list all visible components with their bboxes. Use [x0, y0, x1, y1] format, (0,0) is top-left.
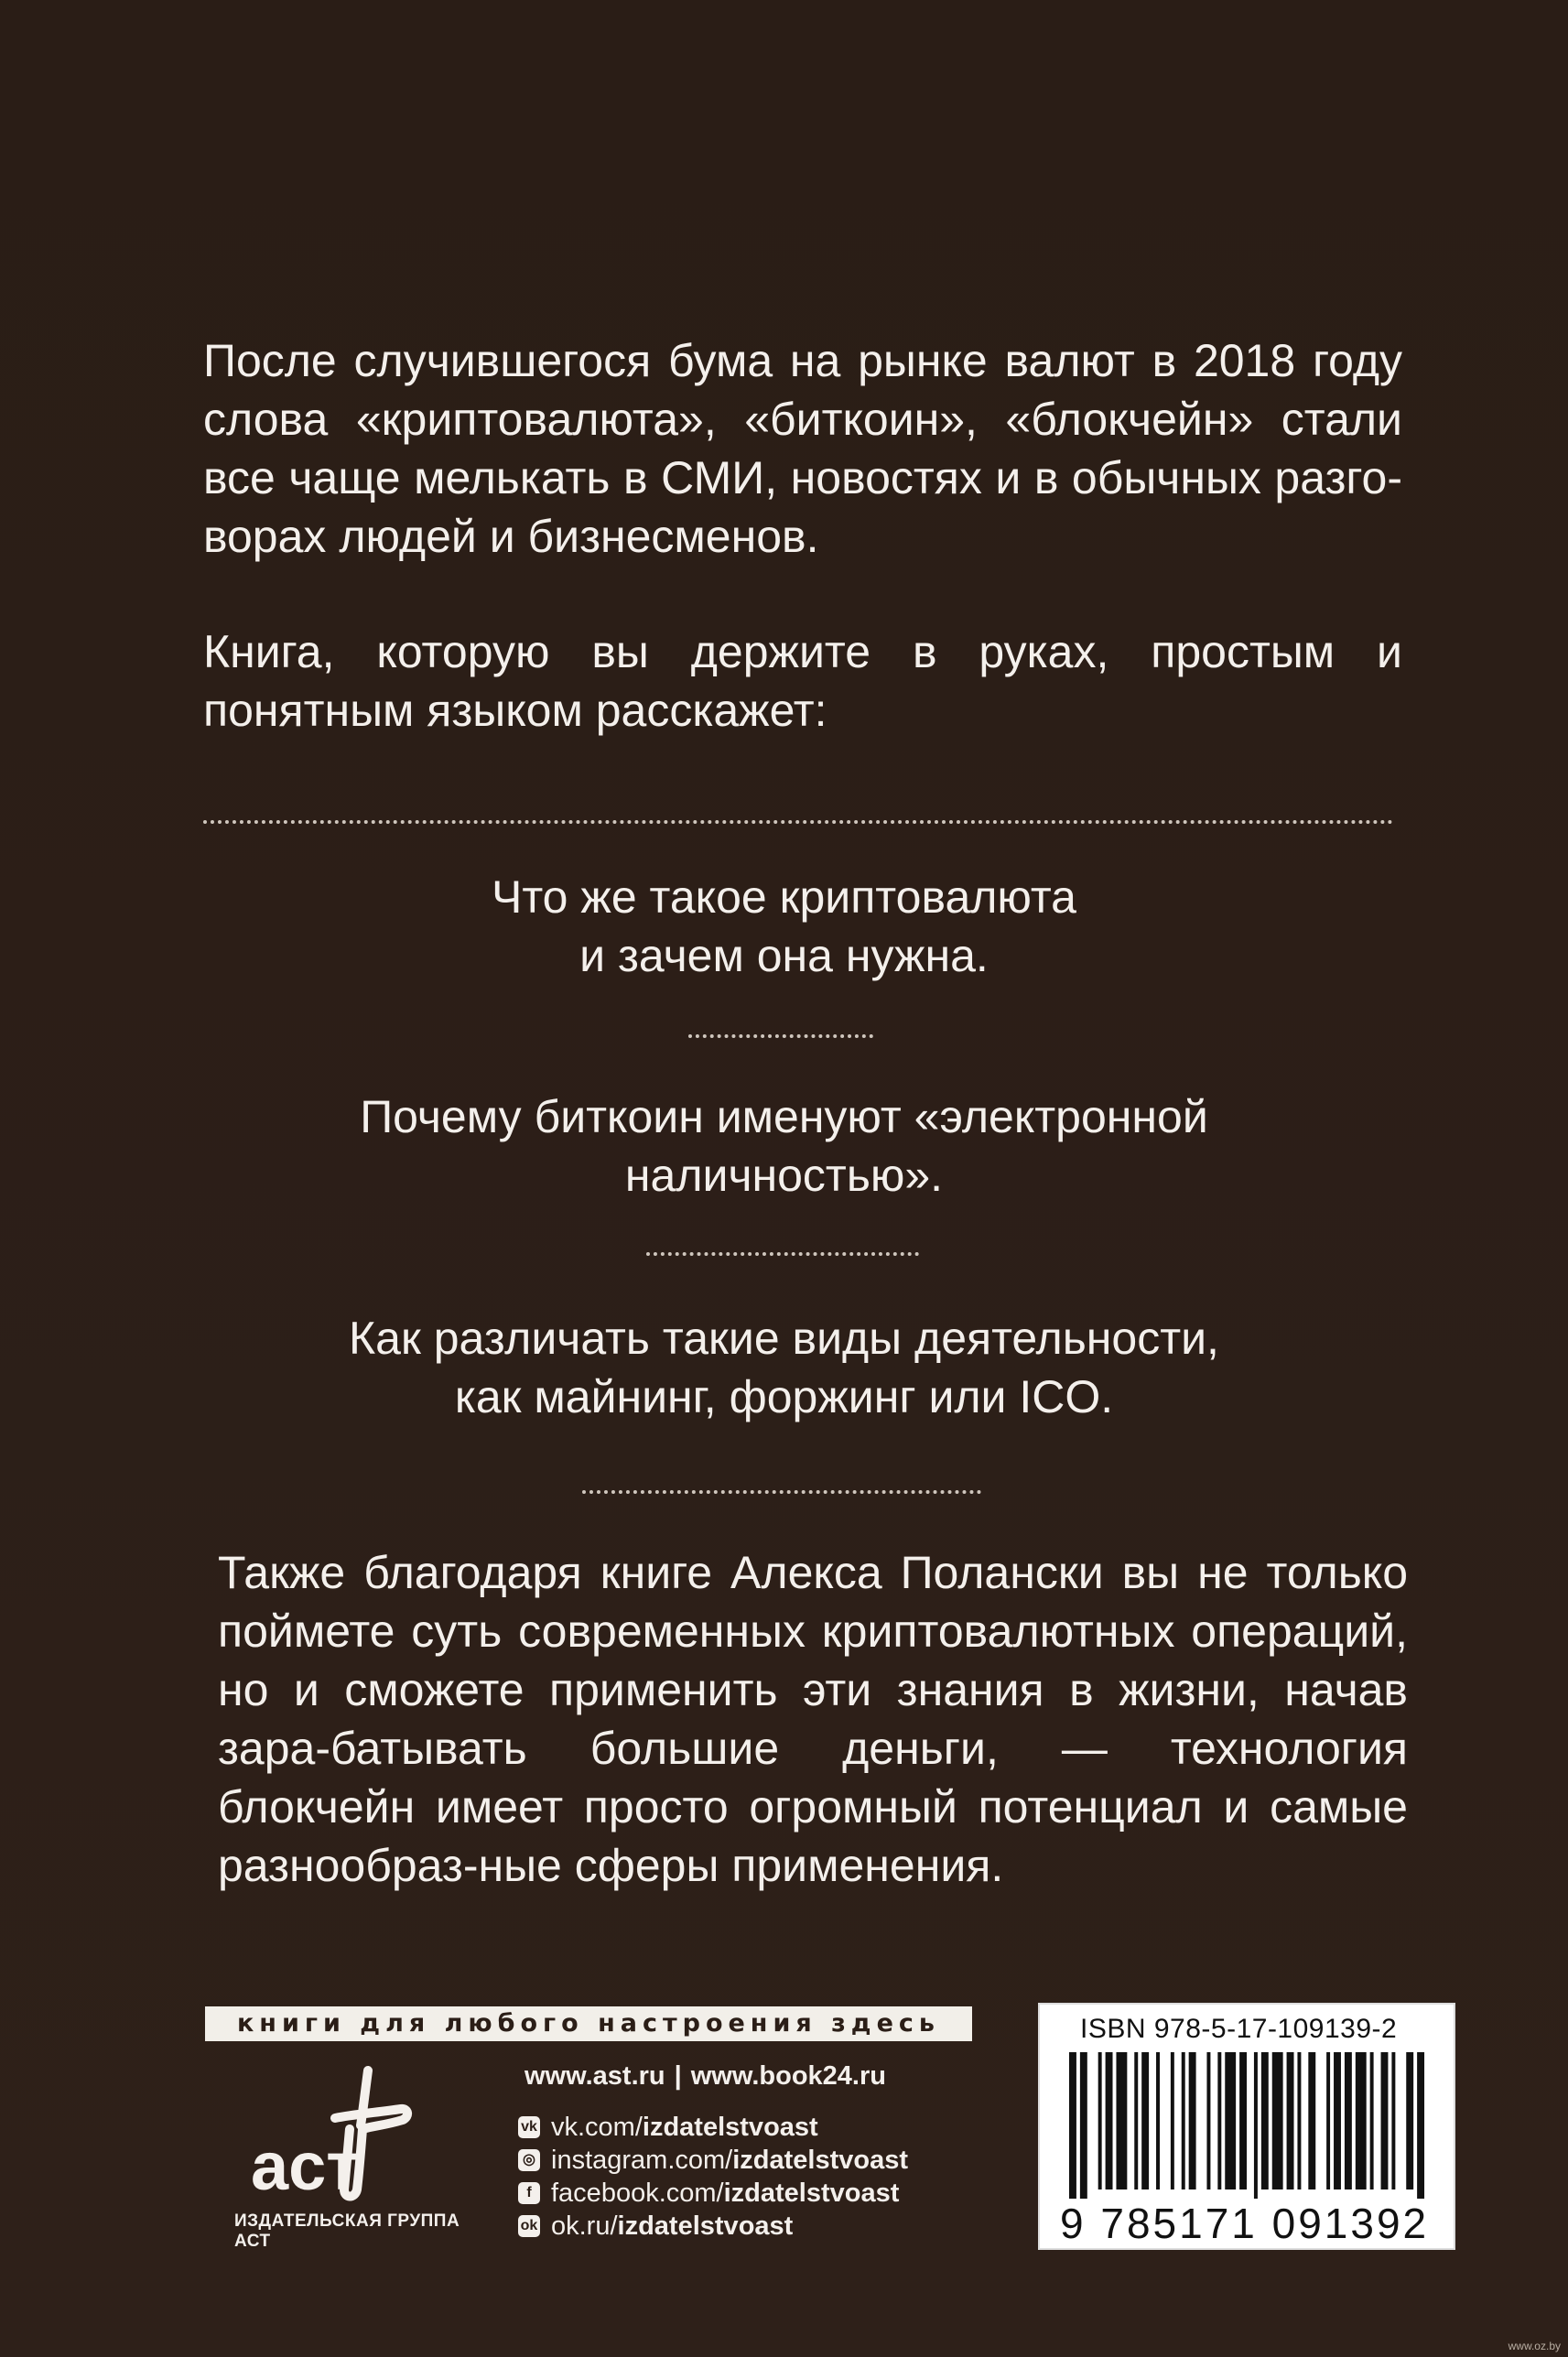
facebook-icon: f: [518, 2182, 540, 2204]
list-item-line: Почему биткоин именуют «электронной: [360, 1091, 1208, 1142]
barcode-bar: [1239, 2052, 1247, 2189]
lead-paragraph: Книга, которую вы держите в руках, простым и понятным языком расскажет:: [203, 626, 1402, 736]
social-handle: izdatelstvoast: [732, 2145, 909, 2175]
website-links: www.ast.ru | www.book24.ru: [524, 2061, 886, 2091]
site-link-book24[interactable]: www.book24.ru: [690, 2061, 886, 2091]
vk-icon: vk: [518, 2116, 540, 2138]
list-item-line: Как различать такие виды деятельности,: [349, 1313, 1219, 1364]
intro-paragraph: После случившегося бума на рынке валют в 2018 году слова «криптовалюта», «биткоин», «блокчейн» стали все чаще мелькать в СМИ, новостях и в обычных разго-ворах людей и бизнесменов.: [203, 335, 1402, 562]
barcode-bar: [1272, 2052, 1283, 2189]
social-links: [518, 2111, 908, 2243]
instagram-icon: ◎: [518, 2149, 540, 2171]
social-link-instagram[interactable]: [518, 2144, 908, 2177]
barcode-bar: [1189, 2052, 1196, 2189]
barcode-bar: [1225, 2052, 1236, 2189]
social-prefix: facebook.com/: [551, 2178, 724, 2208]
odnoklassniki-icon: ok: [518, 2215, 540, 2237]
ast-logo: [247, 2061, 421, 2204]
list-item: [0, 1309, 1568, 1426]
tagline-banner: книги для любого настроения здесь: [205, 2006, 972, 2041]
barcode-bar: [1391, 2052, 1395, 2189]
barcode-bar: [1356, 2052, 1367, 2189]
list-item-line: как майнинг, форжинг или ICO.: [454, 1371, 1114, 1422]
barcode-bar: [1297, 2052, 1301, 2189]
barcode-bar: [1141, 2052, 1149, 2189]
closing-paragraph: Также благодаря книге Алекса Полански вы не только поймете суть современных криптовалютных операций, но и сможете применить эти знания в жизни, начав зара-батывать большие деньги, — технология блокчейн имеет просто огромный потенциал и самые разнообраз-ные сферы применения.: [218, 1547, 1408, 1891]
barcode-bar: [1156, 2052, 1160, 2189]
barcode-bar: [1080, 2052, 1087, 2199]
barcode-bar: [1116, 2052, 1127, 2189]
publisher-caption: ИЗДАТЕЛЬСКАЯ ГРУППА АСТ: [234, 2211, 460, 2251]
barcode-bar: [1171, 2052, 1174, 2189]
barcode-bar: [1381, 2052, 1389, 2189]
dotted-divider: [203, 820, 1393, 824]
list-item: [0, 1087, 1568, 1205]
barcode-bar: [1345, 2052, 1352, 2189]
barcode-bar: [1370, 2052, 1374, 2189]
watermark-text: www.oz.by: [1508, 2340, 1561, 2352]
barcode-bar: [1206, 2052, 1210, 2189]
list-item-line: и зачем она нужна.: [579, 930, 989, 981]
list-item-line: наличностью».: [624, 1150, 944, 1201]
barcode-bar: [1134, 2052, 1138, 2189]
isbn-barcode-panel: [1038, 2003, 1455, 2250]
barcode-bar: [1069, 2052, 1076, 2199]
list-item-line: Что же такое криптовалюта: [492, 871, 1076, 923]
social-link-odnoklassniki[interactable]: [518, 2210, 908, 2243]
barcode-bar: [1287, 2052, 1294, 2189]
barcode-bar: [1334, 2052, 1341, 2189]
logo-text: аст: [251, 2128, 360, 2204]
social-handle: izdatelstvoast: [723, 2178, 900, 2208]
barcode-bar: [1106, 2052, 1113, 2189]
social-prefix: instagram.com/: [551, 2145, 733, 2175]
dotted-divider: [646, 1252, 919, 1256]
barcode-icon: [1069, 2052, 1428, 2199]
site-link-ast[interactable]: www.ast.ru: [524, 2061, 665, 2091]
list-item: [0, 868, 1568, 985]
barcode-bar: [1261, 2052, 1269, 2189]
social-handle: izdatelstvoast: [617, 2211, 794, 2241]
barcode-bar: [1098, 2052, 1102, 2189]
isbn-digits: 9 785171 091392: [1060, 2200, 1430, 2247]
social-handle: izdatelstvoast: [642, 2112, 818, 2142]
barcode-bar: [1406, 2052, 1413, 2189]
social-link-vk[interactable]: [518, 2111, 908, 2144]
barcode-bar: [1254, 2052, 1258, 2199]
barcode-bar: [1417, 2052, 1424, 2199]
barcode-bar: [1326, 2052, 1330, 2189]
dotted-divider: [688, 1034, 873, 1038]
social-prefix: ok.ru/: [551, 2211, 618, 2241]
barcode-bar: [1182, 2052, 1185, 2189]
dotted-divider: [582, 1490, 981, 1494]
barcode-bar: [1217, 2052, 1221, 2189]
social-link-facebook[interactable]: [518, 2177, 908, 2210]
isbn-label: ISBN 978-5-17-109139-2: [1080, 2014, 1398, 2044]
barcode-bar: [1308, 2052, 1315, 2189]
social-prefix: vk.com/: [551, 2112, 643, 2142]
